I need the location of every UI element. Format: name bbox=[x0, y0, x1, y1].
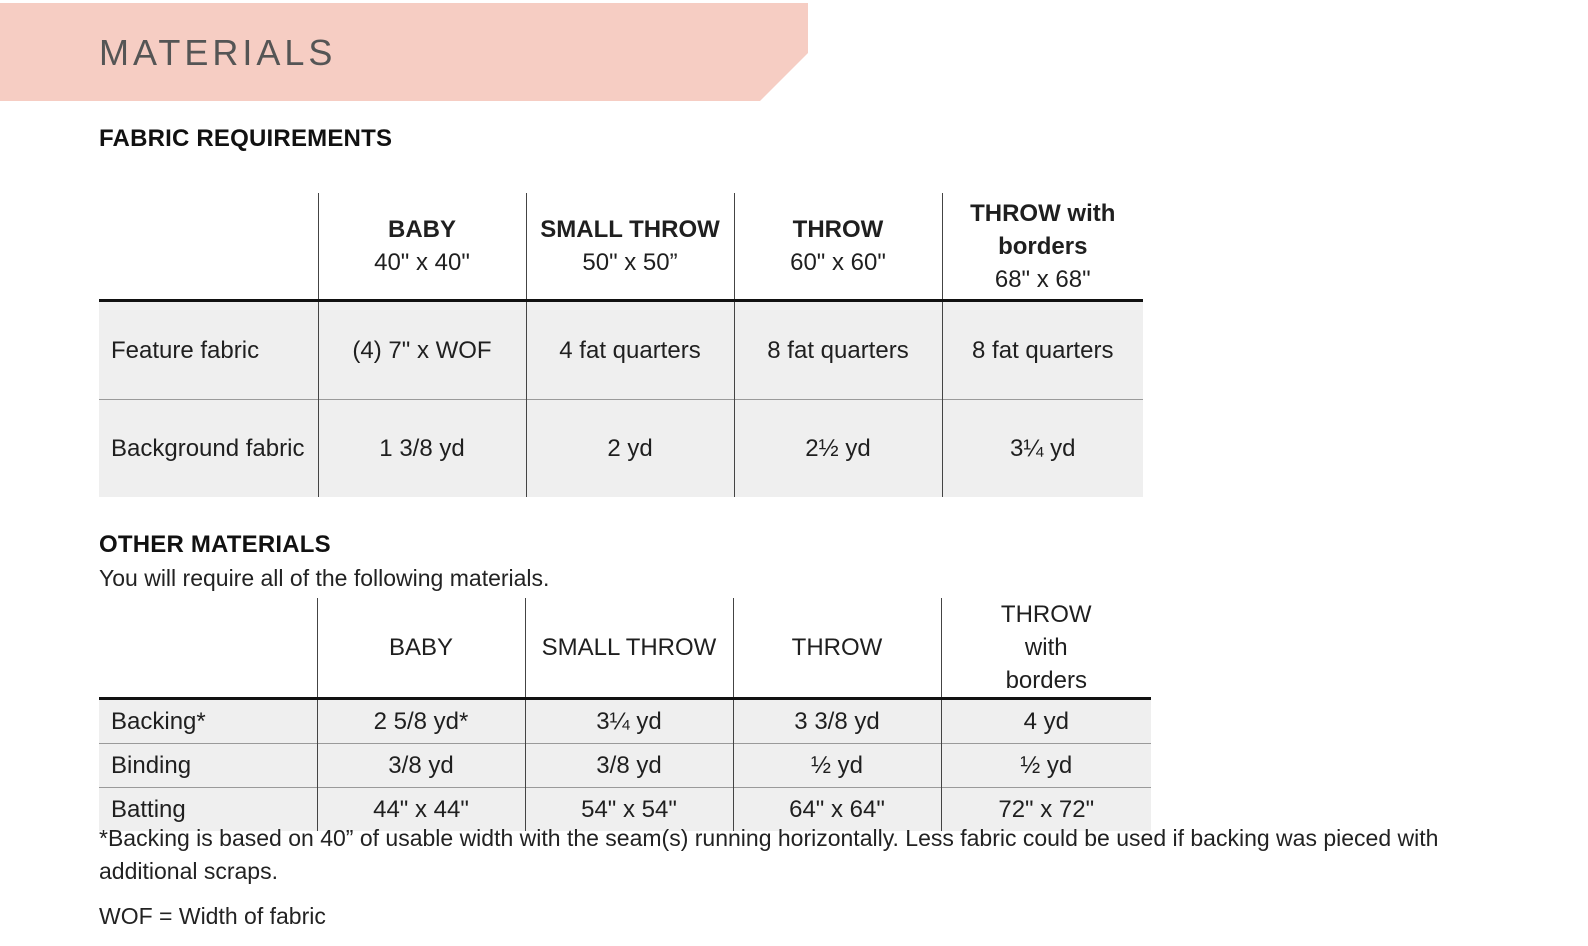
table-header-row bbox=[99, 193, 1143, 301]
column-header bbox=[526, 193, 734, 301]
table-cell: 3 3/8 yd bbox=[733, 699, 941, 744]
table-cell: ½ yd bbox=[941, 744, 1151, 788]
table-cell: 3¼ yd bbox=[525, 699, 733, 744]
column-name: SMALL THROW bbox=[540, 216, 720, 243]
other-materials-heading: OTHER MATERIALS bbox=[99, 531, 331, 558]
other-materials-subtitle: You will require all of the following materials. bbox=[99, 565, 550, 591]
column-size: 40" x 40" bbox=[374, 249, 470, 276]
table-cell: 72" x 72" bbox=[941, 788, 1151, 832]
table-cell: (4) 7" x WOF bbox=[318, 301, 526, 400]
row-label: Binding bbox=[99, 744, 317, 788]
wof-note: WOF = Width of fabric bbox=[99, 903, 326, 929]
column-header: BABY bbox=[317, 598, 525, 699]
fabric-requirements-table bbox=[99, 193, 1143, 497]
column-header bbox=[734, 193, 942, 301]
column-header bbox=[942, 193, 1143, 301]
table-row bbox=[99, 400, 1143, 498]
column-name: BABY bbox=[387, 216, 456, 243]
row-label: Batting bbox=[99, 788, 317, 832]
table-cell: 8 fat quarters bbox=[942, 301, 1143, 400]
column-header: THROW with borders bbox=[941, 598, 1151, 699]
table-cell: 3/8 yd bbox=[525, 744, 733, 788]
row-label: Background fabric bbox=[99, 400, 318, 498]
table-cell: 2½ yd bbox=[734, 400, 942, 498]
table-cell: 64" x 64" bbox=[733, 788, 941, 832]
table-cell: 8 fat quarters bbox=[734, 301, 942, 400]
table-cell: 44" x 44" bbox=[317, 788, 525, 832]
table-row bbox=[99, 699, 1151, 744]
table-row bbox=[99, 744, 1151, 788]
column-header: SMALL THROW bbox=[525, 598, 733, 699]
table-cell: 54" x 54" bbox=[525, 788, 733, 832]
table-header-row bbox=[99, 598, 1151, 699]
column-size: 68" x 68" bbox=[994, 265, 1091, 293]
column-name: THROW bbox=[792, 216, 884, 243]
column-size: 50" x 50” bbox=[582, 249, 678, 276]
table-cell: ½ yd bbox=[733, 744, 941, 788]
column-name: THROW with borders bbox=[970, 199, 1116, 260]
table-cell: 4 fat quarters bbox=[526, 301, 734, 400]
table-cell: 3¼ yd bbox=[942, 400, 1143, 498]
table-cell: 3/8 yd bbox=[317, 744, 525, 788]
table-cell: 1 3/8 yd bbox=[318, 400, 526, 498]
column-header bbox=[318, 193, 526, 301]
table-cell: 2 yd bbox=[526, 400, 734, 498]
column-header: THROW bbox=[733, 598, 941, 699]
page-title: MATERIALS bbox=[99, 32, 337, 73]
fabric-requirements-heading: FABRIC REQUIREMENTS bbox=[99, 125, 393, 152]
table-cell: 2 5/8 yd* bbox=[317, 699, 525, 744]
row-label: Backing* bbox=[99, 699, 317, 744]
table-cell: 4 yd bbox=[941, 699, 1151, 744]
row-label: Feature fabric bbox=[99, 301, 318, 400]
other-materials-table bbox=[99, 598, 1151, 831]
table-row bbox=[99, 301, 1143, 400]
backing-footnote: *Backing is based on 40” of usable width with the seam(s) running horizontally. Less fabric could be used if backing was pieced with additional scraps. bbox=[99, 825, 1439, 884]
column-size: 60" x 60" bbox=[790, 249, 886, 276]
header-empty-cell bbox=[99, 598, 317, 699]
header-empty-cell bbox=[99, 193, 318, 301]
